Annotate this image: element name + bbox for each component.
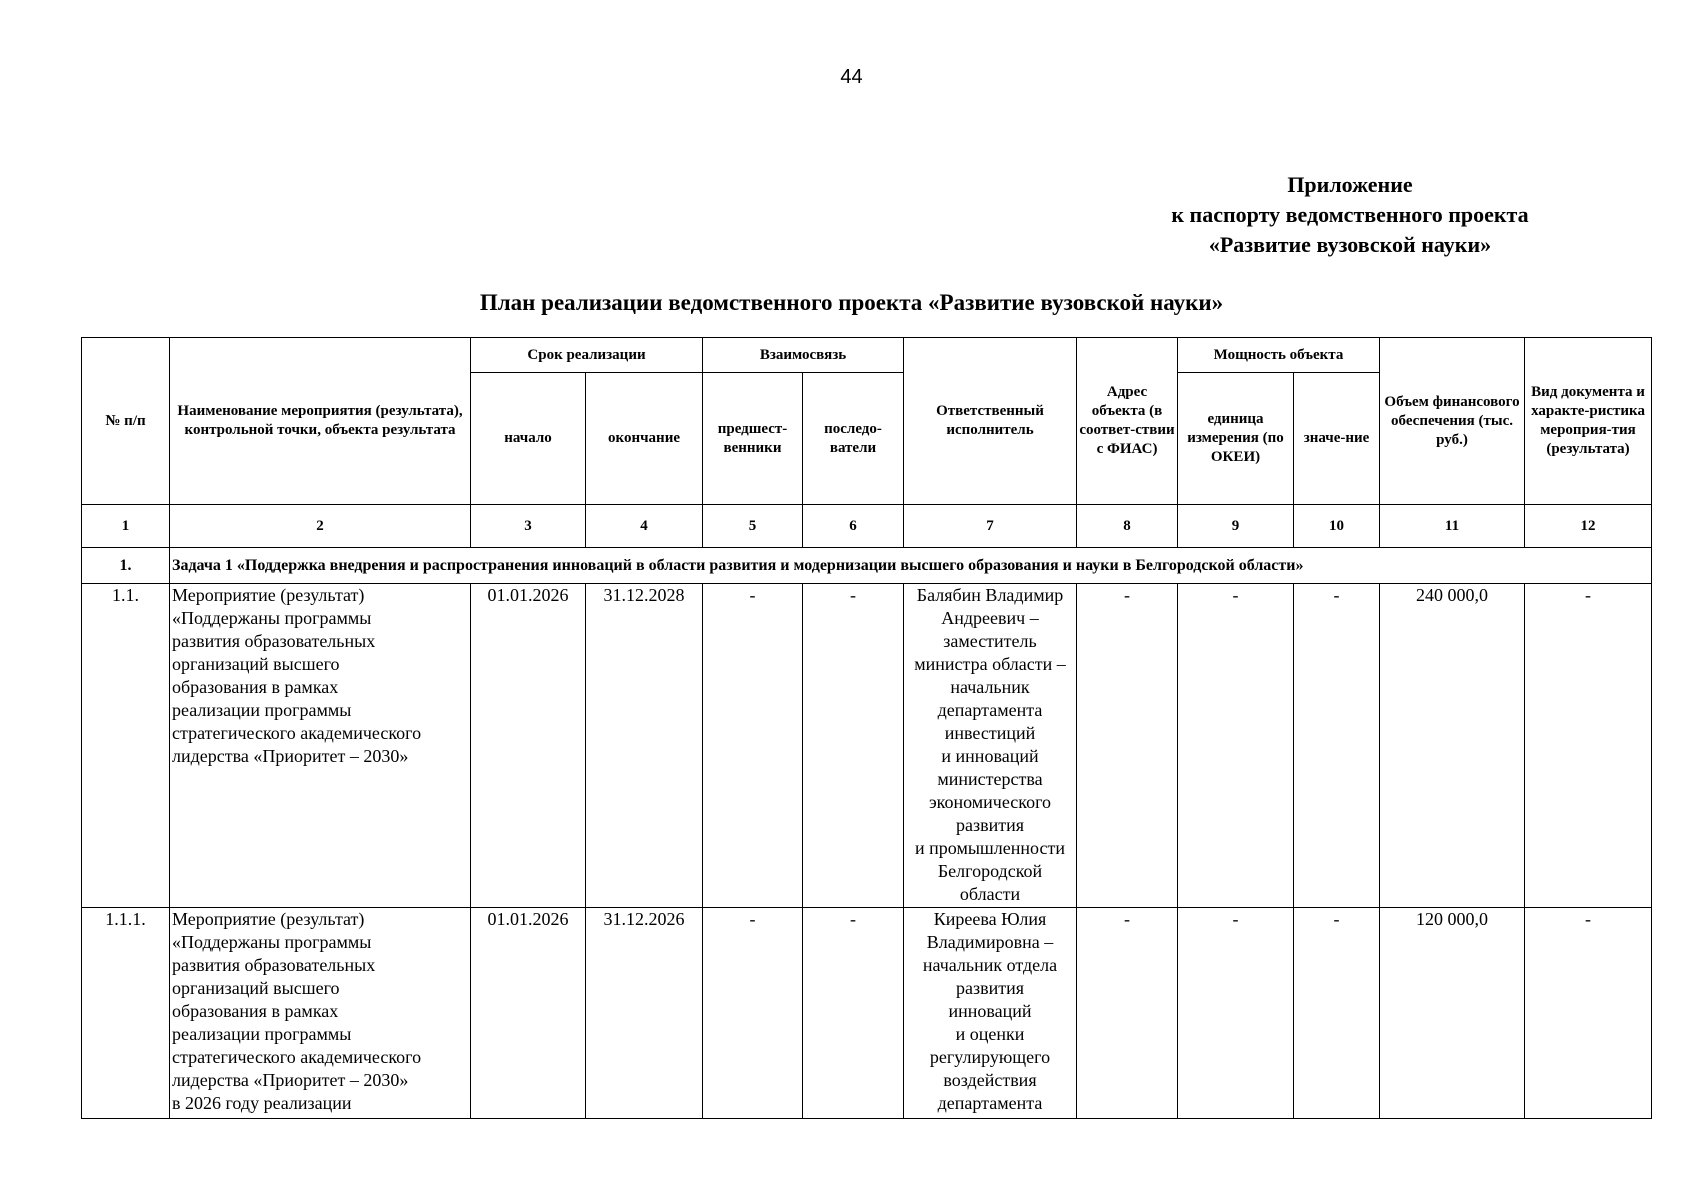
- table-row: [82, 908, 1652, 1119]
- responsible-line: департамента: [937, 700, 1043, 720]
- column-number: 3: [471, 505, 586, 548]
- appendix-line-1: Приложение: [1287, 172, 1413, 197]
- responsible-line: воздействия: [943, 1070, 1037, 1090]
- header-capacity-group: Мощность объекта: [1178, 338, 1380, 373]
- task-row: [82, 548, 1652, 584]
- event-name-line: Мероприятие (результат): [172, 909, 365, 929]
- address-value: -: [1077, 584, 1178, 908]
- column-number-row: [82, 505, 1652, 548]
- responsible-line: и инноваций: [941, 746, 1039, 766]
- column-number: 5: [703, 505, 803, 548]
- responsible-line: и оценки: [955, 1024, 1025, 1044]
- event-name-line: лидерства «Приоритет – 2030»: [172, 746, 409, 766]
- header-num: № п/п: [82, 338, 170, 505]
- appendix-caption: [1100, 170, 1600, 260]
- responsible-line: инвестиций: [944, 723, 1036, 743]
- doc-type-value: -: [1525, 584, 1652, 908]
- event-name-line: организаций высшего: [172, 978, 340, 998]
- implementation-plan-table: [81, 337, 1652, 1119]
- responsible-line: регулирующего: [929, 1047, 1051, 1067]
- task-title: Задача 1 «Поддержка внедрения и распространения инноваций в области развития и модернизации высшего образования и науки в Белгородской области»: [170, 548, 1652, 584]
- event-name-line: образования в рамках: [172, 677, 339, 697]
- column-number: 6: [803, 505, 904, 548]
- finance-value: 120 000,0: [1380, 908, 1525, 1119]
- column-number: 12: [1525, 505, 1652, 548]
- appendix-line-2: к паспорту ведомственного проекта: [1171, 202, 1529, 227]
- header-unit: единица измерения (по ОКЕИ): [1178, 373, 1294, 505]
- header-responsible: Ответственный исполнитель: [904, 338, 1077, 505]
- event-name: [170, 584, 471, 908]
- end-date: 31.12.2026: [586, 908, 703, 1119]
- capacity-value: -: [1294, 908, 1380, 1119]
- event-name-line: стратегического академического: [172, 723, 422, 743]
- address-value: -: [1077, 908, 1178, 1119]
- header-start: начало: [471, 373, 586, 505]
- header-doc-type: Вид документа и характе-ристика мероприя-тия (результата): [1525, 338, 1652, 505]
- end-date: 31.12.2028: [586, 584, 703, 908]
- document-title: План реализации ведомственного проекта «Развитие вузовской науки»: [479, 290, 1224, 315]
- event-name-line: организаций высшего: [172, 654, 340, 674]
- responsible-line: экономического: [928, 792, 1052, 812]
- column-number: 4: [586, 505, 703, 548]
- event-name-line: стратегического академического: [172, 1047, 422, 1067]
- event-name-line: лидерства «Приоритет – 2030»: [172, 1070, 409, 1090]
- header-predecessors: предшест-венники: [703, 373, 803, 505]
- event-name-line: образования в рамках: [172, 1001, 339, 1021]
- header-finance: Объем финансового обеспечения (тыс. руб.): [1380, 338, 1525, 505]
- successors-value: -: [803, 584, 904, 908]
- task-number: 1.: [82, 548, 170, 584]
- responsible-line: Андреевич –: [941, 608, 1039, 628]
- header-row-top: [82, 338, 1652, 373]
- column-number: 8: [1077, 505, 1178, 548]
- responsible-line: области: [959, 884, 1021, 904]
- finance-value: 240 000,0: [1380, 584, 1525, 908]
- header-term-group: Срок реализации: [471, 338, 703, 373]
- event-name-line: развития образовательных: [172, 631, 376, 651]
- header-name: Наименование мероприятия (результата), контрольной точки, объекта результата: [170, 338, 471, 505]
- responsible-line: начальник: [950, 677, 1030, 697]
- responsible-line: министерства: [937, 769, 1043, 789]
- doc-type-value: -: [1525, 908, 1652, 1119]
- responsible-line: заместитель: [943, 631, 1037, 651]
- column-number: 10: [1294, 505, 1380, 548]
- responsible-line: начальник отдела: [922, 955, 1058, 975]
- capacity-value: -: [1294, 584, 1380, 908]
- event-name-line: Мероприятие (результат): [172, 585, 365, 605]
- responsible-line: Балябин Владимир: [916, 585, 1064, 605]
- responsible-person: [904, 908, 1077, 1119]
- row-number: 1.1.: [82, 584, 170, 908]
- event-name-line: реализации программы: [172, 1024, 352, 1044]
- header-value: значе-ние: [1294, 373, 1380, 505]
- appendix-line-3: «Развитие вузовской науки»: [1208, 232, 1492, 257]
- responsible-line: развития: [955, 815, 1024, 835]
- responsible-line: развития: [955, 978, 1024, 998]
- event-name-line: развития образовательных: [172, 955, 376, 975]
- column-number: 7: [904, 505, 1077, 548]
- event-name-line: в 2026 году реализации: [172, 1093, 352, 1113]
- row-number: 1.1.1.: [82, 908, 170, 1119]
- responsible-line: и промышленности: [915, 838, 1065, 858]
- table-row: [82, 584, 1652, 908]
- page-number: 44: [840, 66, 863, 88]
- predecessors-value: -: [703, 584, 803, 908]
- responsible-line: Киреева Юлия: [933, 909, 1047, 929]
- responsible-line: департамента: [937, 1093, 1043, 1113]
- start-date: 01.01.2026: [471, 908, 586, 1119]
- header-address: Адрес объекта (в соответ-ствии с ФИАС): [1077, 338, 1178, 505]
- responsible-line: инноваций: [948, 1001, 1032, 1021]
- column-number: 11: [1380, 505, 1525, 548]
- event-name: [170, 908, 471, 1119]
- responsible-line: министра области –: [914, 654, 1066, 674]
- responsible-person: [904, 584, 1077, 908]
- column-number: 2: [170, 505, 471, 548]
- header-end: окончание: [586, 373, 703, 505]
- responsible-line: Белгородской: [937, 861, 1043, 881]
- header-successors: последо-ватели: [803, 373, 904, 505]
- column-number: 9: [1178, 505, 1294, 548]
- column-number: 1: [82, 505, 170, 548]
- event-name-line: реализации программы: [172, 700, 352, 720]
- header-link-group: Взаимосвязь: [703, 338, 904, 373]
- event-name-line: «Поддержаны программы: [172, 608, 372, 628]
- responsible-line: Владимировна –: [926, 932, 1054, 952]
- unit-value: -: [1178, 908, 1294, 1119]
- predecessors-value: -: [703, 908, 803, 1119]
- start-date: 01.01.2026: [471, 584, 586, 908]
- successors-value: -: [803, 908, 904, 1119]
- unit-value: -: [1178, 584, 1294, 908]
- event-name-line: «Поддержаны программы: [172, 932, 372, 952]
